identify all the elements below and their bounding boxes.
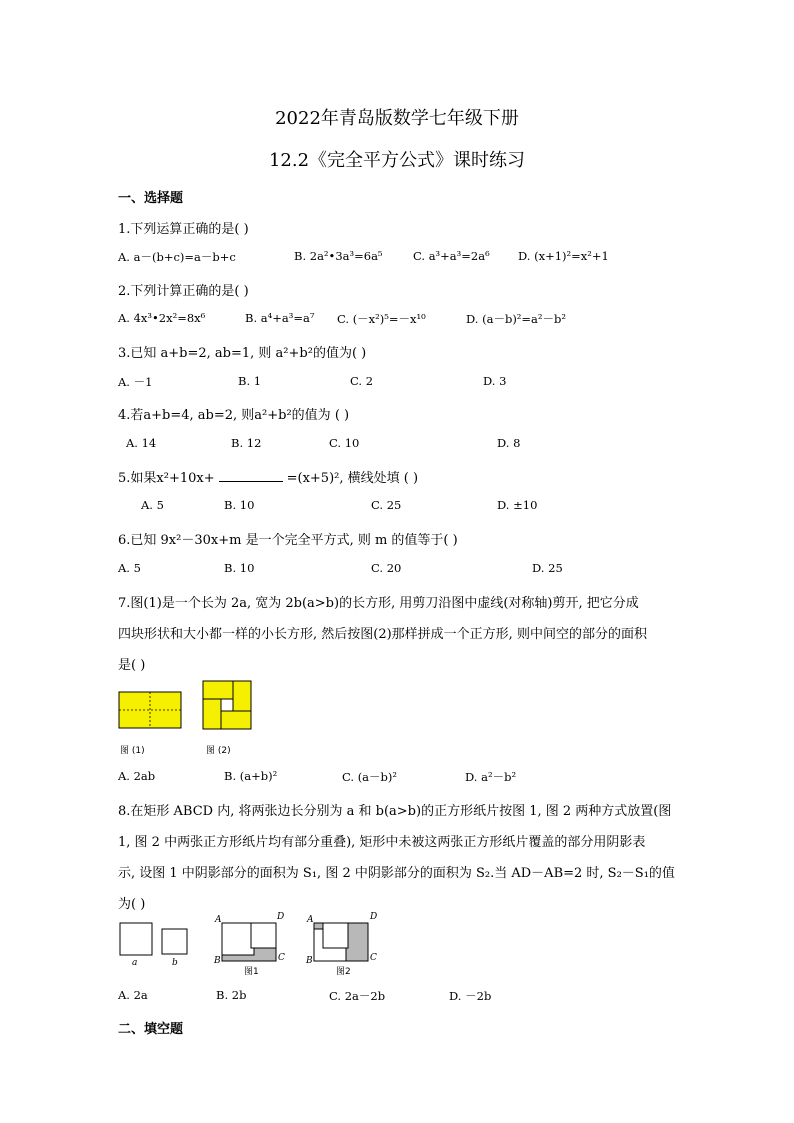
q8-label-b: b [172, 958, 178, 968]
q8-option-d: D. －2b [449, 989, 492, 1003]
q3-option-b: B. 1 [238, 374, 262, 388]
q7-option-d: D. a²－b² [465, 770, 517, 784]
q2-option-d: D. (a－b)²=a²－b² [466, 312, 566, 326]
q8-fig1-point-a: A [215, 915, 222, 925]
q7-figure-1-caption: 图 (1) [120, 746, 145, 756]
document-title: 2022年青岛版数学七年级下册 [275, 108, 519, 129]
q7-figure-1-rectangle [119, 692, 181, 728]
q8-fig1-point-c: C [278, 953, 285, 963]
q4-option-a: A. 14 [126, 436, 157, 450]
q2-option-a: A. 4x³•2x²=8x⁶ [118, 311, 206, 325]
question-4-stem: 4.若a+b=4, ab=2, 则a²+b²的值为 ( ) [118, 408, 350, 423]
q8-fig2-point-c: C [370, 953, 377, 963]
q8-square-a [120, 923, 152, 955]
q8-figure-1 [222, 923, 276, 961]
q1-option-d: D. (x+1)²=x²+1 [518, 249, 609, 263]
q7-figure-2-square [203, 681, 251, 729]
q5-option-c: C. 25 [371, 498, 402, 512]
q8-fig1-point-b: B [214, 956, 221, 966]
q6-option-c: C. 20 [371, 561, 402, 575]
section-heading-choice: 一、选择题 [118, 191, 184, 206]
q4-option-b: B. 12 [231, 436, 262, 450]
question-5-stem [118, 467, 418, 486]
q8-figure-2 [314, 923, 368, 961]
document-subtitle: 12.2《完全平方公式》课时练习 [268, 150, 526, 171]
q6-option-a: A. 5 [118, 561, 141, 575]
q8-figure-1-caption: 图1 [244, 967, 259, 977]
question-2-stem: 2.下列计算正确的是( ) [118, 284, 249, 299]
q7-figure-2-caption: 图 (2) [206, 746, 231, 756]
question-7-line-2: 四块形状和大小都一样的小长方形, 然后按图(2)那样拼成一个正方形, 则中间空的部分的面积 [118, 627, 647, 642]
q5-option-b: B. 10 [224, 498, 255, 512]
q8-figure-2-caption: 图2 [336, 967, 351, 977]
question-8-line-3: 示, 设图 1 中阴影部分的面积为 S₁, 图 2 中阴影部分的面积为 S₂.当 AD－AB=2 时, S₂－S₁的值 [118, 866, 675, 881]
question-6-stem: 6.已知 9x²－30x+m 是一个完全平方式, 则 m 的值等于( ) [118, 533, 458, 548]
q8-fig2-point-d: D [370, 912, 378, 922]
q8-fig2-point-a: A [307, 915, 314, 925]
q8-fig2-point-b: B [306, 956, 313, 966]
question-7-line-1: 7.图(1)是一个长为 2a, 宽为 2b(a>b)的长方形, 用剪刀沿图中虚线(对称轴)剪开, 把它分成 [118, 596, 639, 611]
question-8-line-4: 为( ) [118, 897, 146, 912]
q8-fig1-point-d: D [277, 912, 285, 922]
q5-stem-pre: 5.如果x²+10x+ [118, 471, 215, 486]
section-heading-fill-in: 二、填空题 [118, 1022, 184, 1037]
q7-option-b: B. (a+b)² [224, 769, 278, 783]
q8-square-b [162, 929, 187, 954]
question-1-stem: 1.下列运算正确的是( ) [118, 222, 249, 237]
q6-option-d: D. 25 [532, 561, 563, 575]
q1-option-a: A. a－(b+c)=a－b+c [118, 250, 236, 264]
q8-option-b: B. 2b [216, 988, 247, 1002]
q7-option-c: C. (a－b)² [342, 770, 398, 784]
q2-option-c: C. (－x²)⁵=－x¹⁰ [337, 312, 426, 326]
question-3-stem: 3.已知 a+b=2, ab=1, 则 a²+b²的值为( ) [118, 346, 367, 361]
q3-option-a: A. －1 [118, 375, 153, 389]
question-8-line-2: 1, 图 2 中两张正方形纸片均有部分重叠), 矩形中未被这两张正方形纸片覆盖的部分用阴影表 [118, 835, 646, 850]
q5-option-d: D. ±10 [497, 498, 538, 512]
q8-option-c: C. 2a－2b [329, 989, 386, 1003]
answer-blank [219, 480, 283, 482]
question-8-line-1: 8.在矩形 ABCD 内, 将两张边长分别为 a 和 b(a>b)的正方形纸片按图 1, 图 2 两种方式放置(图 [118, 804, 672, 819]
question-7-line-3: 是( ) [118, 658, 146, 673]
q3-option-c: C. 2 [350, 374, 374, 388]
q1-option-b: B. 2a²•3a³=6a⁵ [294, 249, 383, 263]
q5-stem-post: =(x+5)², 横线处填 ( ) [286, 471, 419, 486]
q8-option-a: A. 2a [118, 988, 148, 1002]
q7-option-a: A. 2ab [118, 769, 156, 783]
q1-option-c: C. a³+a³=2a⁶ [413, 249, 490, 263]
q6-option-b: B. 10 [224, 561, 255, 575]
q4-option-d: D. 8 [497, 436, 521, 450]
q3-option-d: D. 3 [483, 374, 507, 388]
q4-option-c: C. 10 [329, 436, 360, 450]
q8-label-a: a [132, 958, 138, 968]
q5-option-a: A. 5 [141, 498, 164, 512]
q2-option-b: B. a⁴+a³=a⁷ [245, 311, 315, 325]
